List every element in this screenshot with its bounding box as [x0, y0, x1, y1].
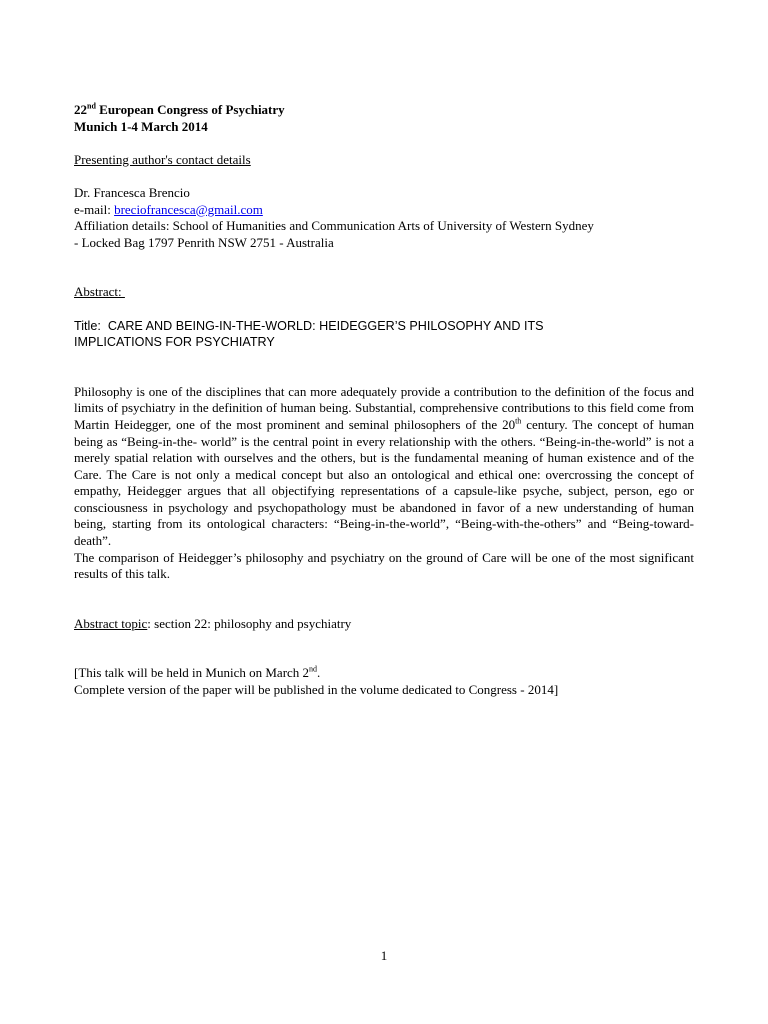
- abstract-title: Title: CARE AND BEING-IN-THE-WORLD: HEIDEGGER’S PHILOSOPHY AND ITS: [74, 318, 544, 333]
- affiliation-line-2: - Locked Bag 1797 Penrith NSW 2751 - Australia: [74, 234, 334, 250]
- abstract-topic: Abstract topic: section 22: philosophy and psychiatry: [74, 615, 352, 631]
- author-name: Dr. Francesca Brencio: [74, 184, 190, 200]
- email-line: e-mail: breciofrancesca@gmail.com: [74, 201, 263, 217]
- affiliation-line-1: Affiliation details: School of Humanities and Communication Arts of University of Western Sydney: [74, 218, 594, 234]
- contact-heading: Presenting author's contact details: [74, 151, 251, 167]
- document-page: [74, 102, 694, 699]
- email-link[interactable]: breciofrancesca@gmail.com: [114, 201, 263, 217]
- congress-title: 22nd European Congress of Psychiatry: [74, 101, 285, 117]
- page-number: 1: [380, 948, 388, 963]
- note-line-1: [This talk will be held in Munich on March 2nd.: [74, 665, 321, 681]
- abstract-body: Philosophy is one of the disciplines that can more adequately provide a contribution to the definition of the focus and limits of psychiatry in the definition of human being. Substantial, comprehensive contributions to this field come from Martin Heidegger, one of the most prominent and seminal philosophers of the 20th century. The concept of human being as “Being-in-the- world” is the central point in every relationship with the others. “Being-in-the-world” is not a merely spatial relation with ourselves and the others, but is the fundamental meaning of human existence and of the Care. The Care is not only a medical concept but also an ontological and ethical one: overcrossing the concept of empathy, Heidegger argues that all objectifying representations of a capsule-like psyche, subject, person, ego or consciousness in psychology and psychopathology must be abandoned in favor of a new understanding of human being, starting from its ontological characters: “Being-in-the-world”, “Being-with-the-others” and “Being-toward-death”.: [74, 383, 695, 549]
- abstract-heading: Abstract:: [74, 284, 125, 300]
- congress-dates: Munich 1-4 March 2014: [74, 118, 208, 134]
- note-line-2: Complete version of the paper will be published in the volume dedicated to Congress - 2014]: [74, 682, 559, 698]
- abstract-conclusion: The comparison of Heidegger’s philosophy and psychiatry on the ground of Care will be one of the most significant results of this talk.: [74, 549, 694, 582]
- abstract-title-line-2: IMPLICATIONS FOR PSYCHIATRY: [74, 335, 275, 350]
